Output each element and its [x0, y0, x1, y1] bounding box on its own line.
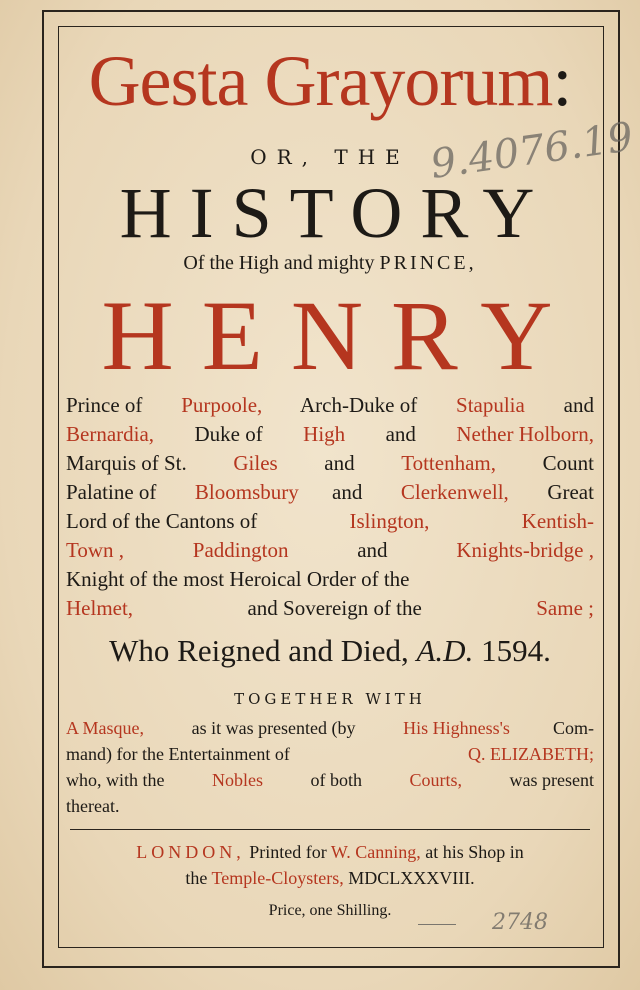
titles-segment: and	[380, 422, 422, 446]
imprint-the: the	[185, 868, 212, 888]
together-with: TOGETHER WITH	[234, 690, 426, 708]
titles-line	[66, 393, 594, 418]
masque-segment: who, with the	[66, 770, 169, 790]
titles-segment: Islington,	[349, 509, 430, 533]
titles-segment: Great	[542, 480, 594, 504]
titles-segment: and	[319, 451, 360, 475]
handwritten-number: 2748	[492, 910, 548, 935]
titles-line	[66, 451, 594, 476]
masque-segment: was present	[505, 770, 594, 790]
imprint-rule	[70, 829, 590, 830]
imprint-line-2	[60, 868, 600, 889]
titles-line	[66, 596, 594, 621]
titles-segment: and	[558, 393, 594, 417]
reigned-text: Who Reigned and Died,	[109, 633, 409, 668]
subtitle-prefix: Of the High and mighty	[183, 252, 375, 274]
price-line: Price, one Shilling.	[268, 902, 392, 919]
imprint-canning: W. Canning,	[330, 842, 421, 862]
masque-segment: mand) for the Entertainment of	[66, 744, 295, 764]
titles-line	[66, 480, 594, 505]
titles-segment: and	[351, 538, 393, 562]
subtitle-line	[60, 252, 600, 275]
titles-segment: Paddington	[187, 538, 289, 562]
masque-segment: A Masque,	[66, 718, 144, 738]
titles-segment: Tottenham,	[401, 451, 496, 475]
titles-segment: Helmet,	[66, 596, 134, 620]
titles-segment: Lord of the Cantons of	[66, 509, 263, 533]
reigned-year: 1594.	[481, 633, 551, 668]
shelfmark-handwriting: 9.4076.19	[427, 114, 636, 188]
masque-line	[66, 770, 594, 791]
titles-segment: Arch-Duke of	[295, 393, 423, 417]
masque-segment: as it was presented (by	[187, 718, 361, 738]
history-heading: HISTORY	[119, 173, 553, 253]
titles-segment: and Sovereign of the	[242, 596, 428, 620]
imprint-printed: Printed for	[244, 842, 331, 862]
titles-segment: Giles	[233, 451, 278, 475]
titles-segment: Count	[537, 451, 594, 475]
imprint-line-1	[60, 842, 600, 863]
reigned-line	[60, 633, 600, 669]
titles-segment: Stapulia	[456, 393, 525, 417]
titles-segment: High	[303, 422, 346, 446]
titles-segment: Knight of the most Heroical Order of the	[66, 567, 410, 591]
masque-segment: thereat.	[66, 796, 120, 816]
titles-segment: Duke of	[189, 422, 268, 446]
masque-line	[66, 718, 594, 739]
handwritten-dash	[418, 924, 456, 925]
subtitle-prince: PRINCE,	[379, 252, 477, 274]
titles-segment: Knights-bridge ,	[456, 538, 594, 562]
imprint-shop: at his Shop in	[420, 842, 524, 862]
masque-segment: Q. ELIZABETH;	[468, 744, 594, 764]
titles-segment: Nether Holborn,	[456, 422, 594, 446]
masque-segment: His Highness's	[403, 718, 510, 738]
henry-heading: HENRY	[101, 280, 581, 391]
imprint-london: LONDON,	[136, 842, 245, 862]
titles-segment: Town ,	[66, 538, 125, 562]
titles-line	[66, 567, 594, 592]
titles-segment: Marquis of St.	[66, 451, 192, 475]
book-title	[60, 40, 600, 123]
masque-line	[66, 744, 594, 765]
imprint-date: MDCLXXXVIII.	[343, 868, 475, 888]
titles-line	[66, 538, 594, 563]
book-title-text: Gesta Grayorum	[88, 41, 553, 121]
titles-segment: Kentish-	[516, 509, 594, 533]
masque-segment: Com-	[552, 718, 594, 738]
titles-segment: Bernardia,	[66, 422, 155, 446]
titles-segment: Bloomsbury	[194, 480, 299, 504]
masque-segment: of both	[306, 770, 367, 790]
book-title-colon: :	[552, 41, 572, 121]
masque-segment: Nobles	[212, 770, 263, 790]
reigned-ad: A.D.	[416, 633, 474, 668]
titles-segment: and	[332, 480, 368, 504]
imprint-temple: Temple-Cloysters,	[211, 868, 344, 888]
titles-segment: Purpoole,	[181, 393, 263, 417]
titles-segment: Prince of	[66, 393, 148, 417]
or-the-line: OR, THE	[250, 145, 410, 169]
masque-segment: Courts,	[409, 770, 463, 790]
titles-segment: Same ;	[536, 596, 594, 620]
titles-segment: Palatine of	[66, 480, 162, 504]
titles-segment: Clerkenwell,	[400, 480, 509, 504]
titles-line	[66, 422, 594, 447]
masque-line	[66, 796, 594, 817]
titles-line	[66, 509, 594, 534]
